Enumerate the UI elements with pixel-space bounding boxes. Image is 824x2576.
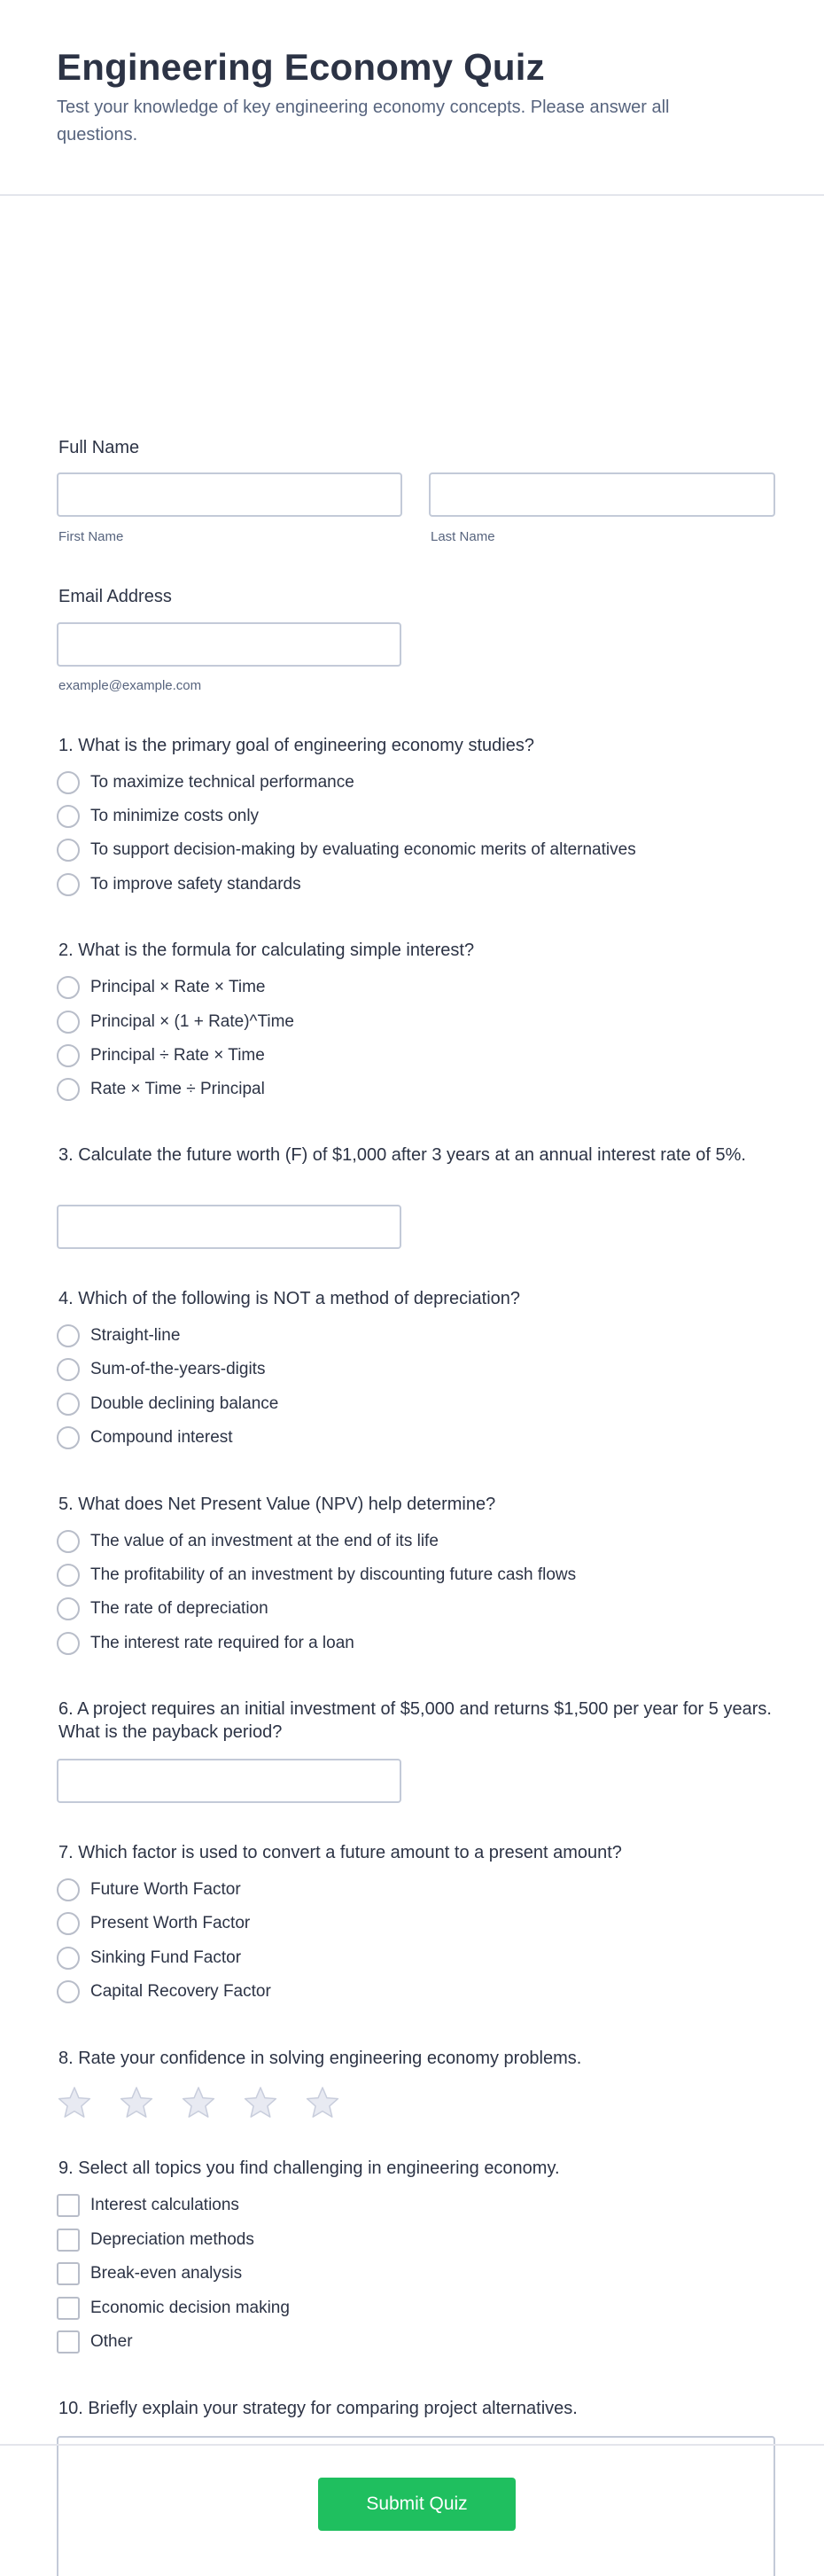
question-10: 10. Briefly explain your strategy for comparing project alternatives.: [58, 2399, 578, 2418]
option-label: The rate of depreciation: [90, 1599, 268, 1618]
page-title: Engineering Economy Quiz: [57, 46, 545, 88]
star-rating[interactable]: [57, 2085, 340, 2120]
radio-option[interactable]: [57, 1357, 265, 1382]
submit-button[interactable]: Submit Quiz: [318, 2478, 516, 2531]
option-label: Depreciation methods: [90, 2230, 254, 2249]
first-name-input[interactable]: [57, 472, 402, 517]
option-label: To maximize technical performance: [90, 773, 354, 792]
question-7: 7. Which factor is used to convert a future amount to a present amount?: [58, 1843, 622, 1862]
radio-button[interactable]: [57, 839, 80, 862]
radio-option[interactable]: [57, 975, 265, 1000]
checkbox-option[interactable]: [57, 2261, 242, 2286]
radio-option[interactable]: [57, 1979, 271, 2004]
option-label: Capital Recovery Factor: [90, 1982, 271, 2001]
last-name-input[interactable]: [429, 472, 775, 517]
email-input[interactable]: [57, 622, 401, 667]
email-label: Email Address: [58, 587, 172, 606]
option-label: To support decision-making by evaluating economic merits of alternatives: [90, 840, 636, 859]
radio-option[interactable]: [57, 1946, 241, 1971]
question-5: 5. What does Net Present Value (NPV) help determine?: [58, 1495, 496, 1514]
radio-button[interactable]: [57, 1947, 80, 1970]
radio-option[interactable]: [57, 1529, 439, 1554]
option-label: To improve safety standards: [90, 875, 301, 894]
radio-option[interactable]: [57, 1631, 354, 1656]
option-label: Straight-line: [90, 1326, 181, 1345]
radio-button[interactable]: [57, 1011, 80, 1034]
option-label: Other: [90, 2332, 133, 2351]
option-label: Sum-of-the-years-digits: [90, 1360, 266, 1378]
radio-button[interactable]: [57, 1912, 80, 1935]
last-name-sublabel: Last Name: [431, 529, 495, 544]
question-4: 4. Which of the following is NOT a method of depreciation?: [58, 1289, 521, 1308]
radio-button[interactable]: [57, 1632, 80, 1655]
radio-option[interactable]: [57, 872, 301, 897]
radio-option[interactable]: [57, 1010, 294, 1034]
question-9: 9. Select all topics you find challenging in engineering economy.: [58, 2158, 560, 2178]
star-icon[interactable]: [119, 2085, 154, 2120]
form-footer: [0, 2444, 824, 2576]
question-1: 1. What is the primary goal of engineering economy studies?: [58, 736, 534, 755]
option-label: The interest rate required for a loan: [90, 1634, 354, 1652]
radio-button[interactable]: [57, 1878, 80, 1901]
option-label: Sinking Fund Factor: [90, 1948, 242, 1967]
checkbox[interactable]: [57, 2194, 80, 2217]
option-label: Interest calculations: [90, 2196, 239, 2214]
star-icon[interactable]: [243, 2085, 278, 2120]
question-2: 2. What is the formula for calculating simple interest?: [58, 941, 475, 960]
option-label: Break-even analysis: [90, 2264, 243, 2283]
radio-option[interactable]: [57, 1877, 241, 1902]
payback-period-input[interactable]: [57, 1759, 401, 1803]
radio-option[interactable]: [57, 804, 259, 829]
radio-option[interactable]: [57, 1596, 268, 1621]
checkbox-option[interactable]: [57, 2330, 133, 2354]
radio-button[interactable]: [57, 805, 80, 828]
radio-button[interactable]: [57, 1358, 80, 1381]
radio-option[interactable]: [57, 1043, 265, 1068]
option-label: Double declining balance: [90, 1394, 279, 1413]
radio-button[interactable]: [57, 1044, 80, 1067]
radio-button[interactable]: [57, 873, 80, 896]
radio-button[interactable]: [57, 1530, 80, 1553]
question-8: 8. Rate your confidence in solving engineering economy problems.: [58, 2049, 582, 2068]
radio-button[interactable]: [57, 771, 80, 794]
radio-option[interactable]: [57, 1425, 233, 1450]
option-label: Economic decision making: [90, 2299, 290, 2317]
option-label: Future Worth Factor: [90, 1880, 241, 1899]
option-label: Compound interest: [90, 1428, 233, 1447]
radio-option[interactable]: [57, 1392, 278, 1417]
page-subtitle: Test your knowledge of key engineering economy concepts. Please answer all questions.: [57, 98, 670, 144]
checkbox-option[interactable]: [57, 2296, 290, 2321]
option-label: The value of an investment at the end of its life: [90, 1532, 439, 1550]
option-label: The profitability of an investment by discounting future cash flows: [90, 1565, 577, 1584]
email-sublabel: example@example.com: [58, 678, 202, 693]
radio-option[interactable]: [57, 838, 636, 863]
checkbox[interactable]: [57, 2229, 80, 2252]
radio-button[interactable]: [57, 1564, 80, 1587]
radio-button[interactable]: [57, 1980, 80, 2003]
option-label: Rate × Time ÷ Principal: [90, 1080, 265, 1098]
option-label: Present Worth Factor: [90, 1914, 251, 1932]
radio-button[interactable]: [57, 1597, 80, 1620]
option-label: To minimize costs only: [90, 807, 260, 825]
radio-option[interactable]: [57, 1323, 180, 1348]
radio-button[interactable]: [57, 1393, 80, 1416]
checkbox-option[interactable]: [57, 2228, 254, 2252]
future-worth-input[interactable]: [57, 1205, 401, 1249]
first-name-sublabel: First Name: [58, 529, 124, 544]
checkbox-option[interactable]: [57, 2193, 239, 2218]
star-icon[interactable]: [57, 2085, 92, 2120]
radio-option[interactable]: [57, 1563, 576, 1588]
option-label: Principal × (1 + Rate)^Time: [90, 1012, 294, 1031]
radio-button[interactable]: [57, 1426, 80, 1449]
radio-option[interactable]: [57, 1911, 250, 1936]
radio-button[interactable]: [57, 1324, 80, 1347]
checkbox[interactable]: [57, 2297, 80, 2320]
checkbox[interactable]: [57, 2330, 80, 2354]
question-6: 6. A project requires an initial investment of $5,000 and returns $1,500 per year for 5 years. What is the payback period?: [58, 1699, 772, 1742]
star-icon[interactable]: [305, 2085, 340, 2120]
option-label: Principal ÷ Rate × Time: [90, 1046, 265, 1065]
option-label: Principal × Rate × Time: [90, 978, 266, 996]
radio-button[interactable]: [57, 976, 80, 999]
star-icon[interactable]: [181, 2085, 216, 2120]
radio-option[interactable]: [57, 770, 354, 795]
checkbox[interactable]: [57, 2262, 80, 2285]
radio-option[interactable]: [57, 1077, 265, 1102]
full-name-label: Full Name: [58, 438, 140, 457]
question-3: 3. Calculate the future worth (F) of $1,000 after 3 years at an annual interest rate of 5%.: [58, 1145, 746, 1165]
radio-button[interactable]: [57, 1078, 80, 1101]
form-header: [0, 0, 824, 196]
